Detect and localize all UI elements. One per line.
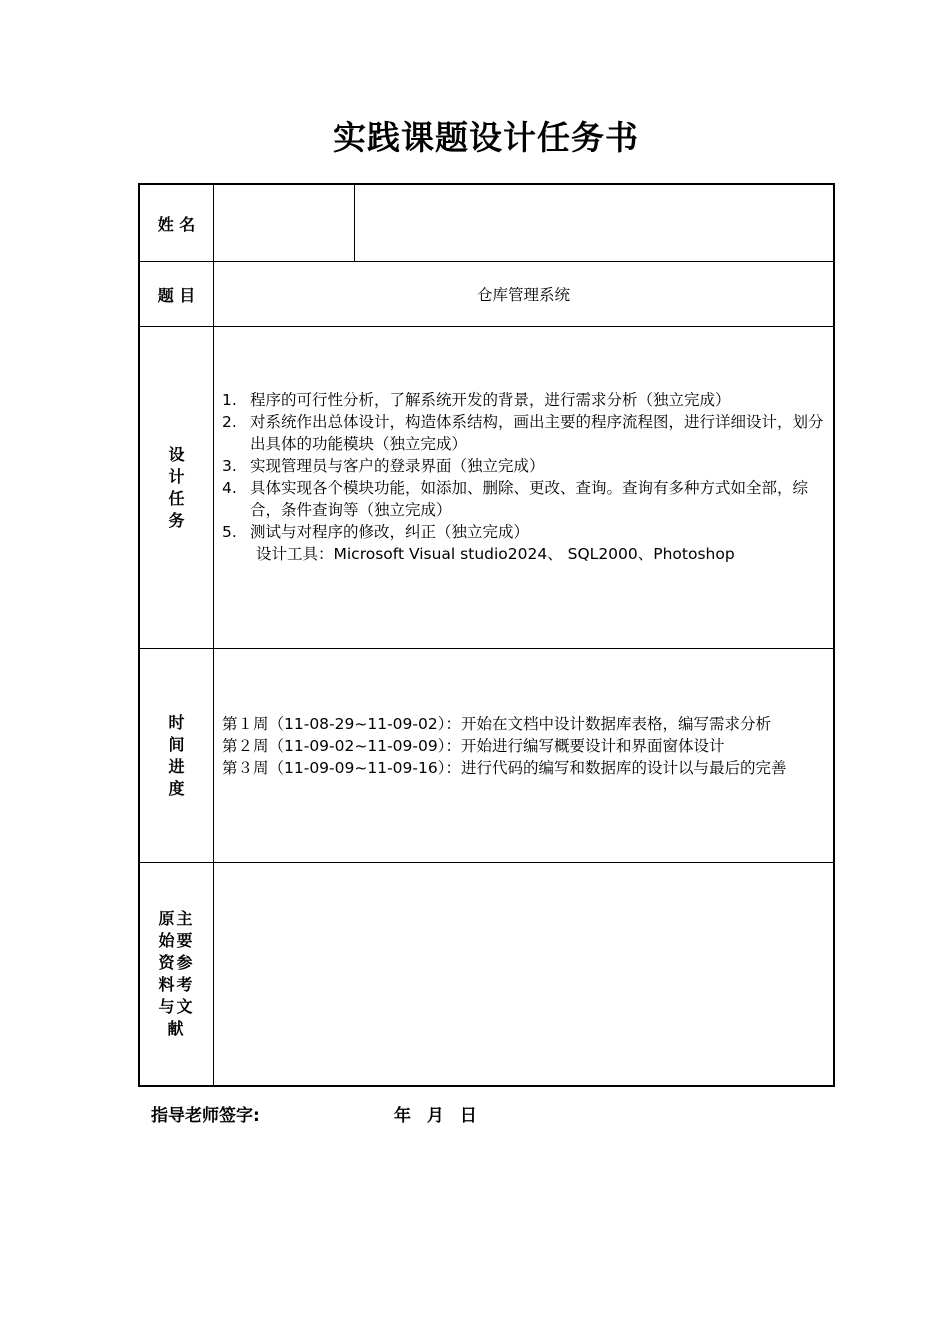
design-tasks-label-cell (140, 327, 214, 648)
schedule-content (214, 649, 833, 862)
task-text: 程序的可行性分析，了解系统开发的背景，进行需求分析（独立完成） (250, 391, 731, 409)
signature-date-label: 年 月 日 (394, 1106, 477, 1126)
references-row (140, 863, 833, 1085)
task-text: 对系统作出总体设计，构造体系结构，画出主要的程序流程图，进行详细设计，划分出具体的功能模块（独立完成） (250, 413, 824, 453)
schedule-item: 第１周（11-08-29~11-09-02）：开始在文档中设计数据库表格，编写需求分析 (222, 715, 771, 733)
schedule-item: 第３周（11-09-09~11-09-16）：进行代码的编写和数据库的设计以与最后的完善 (222, 759, 787, 777)
name-cell-divider (354, 185, 355, 261)
advisor-signature-label: 指导老师签字: (151, 1106, 260, 1126)
task-text: 具体实现各个模块功能，如添加、删除、更改、查询。查询有多种方式如全部，综合，条件查询等（独立完成） (250, 479, 809, 519)
task-form-table (138, 183, 835, 1087)
topic-row (140, 262, 833, 327)
task-number: 2. (222, 413, 237, 431)
topic-value-cell (214, 262, 833, 326)
topic-value: 仓库管理系统 (476, 286, 570, 304)
references-label-cell (140, 863, 214, 1085)
references-label: 原主始要资参料考与文献 (158, 909, 195, 1038)
schedule-list (222, 713, 825, 779)
task-number: 1. (222, 391, 237, 409)
topic-label: 题 目 (140, 262, 214, 326)
design-tasks-row (140, 327, 833, 649)
task-item (222, 455, 825, 477)
references-value-cell[interactable] (214, 863, 833, 1085)
task-item (222, 521, 825, 543)
name-value-cell[interactable] (214, 185, 833, 261)
task-text: 实现管理员与客户的登录界面（独立完成） (250, 457, 545, 475)
task-number: 4. (222, 479, 237, 497)
task-number: 3. (222, 457, 237, 475)
schedule-row (140, 649, 833, 863)
task-list (222, 389, 825, 565)
task-text: 测试与对程序的修改，纠正（独立完成） (250, 523, 530, 541)
task-item (222, 477, 825, 521)
name-row (140, 185, 833, 262)
schedule-label: 时间进度 (168, 712, 185, 798)
document-title: 实践课题设计任务书 (333, 118, 639, 157)
design-tools: 设计工具：Microsoft Visual studio2024、 SQL2000、Photoshop (256, 545, 735, 563)
schedule-label-cell (140, 649, 214, 862)
task-item (222, 389, 825, 411)
task-number: 5. (222, 523, 237, 541)
schedule-item: 第２周（11-09-02~11-09-09）：开始进行编写概要设计和界面窗体设计 (222, 737, 725, 755)
name-label: 姓 名 (140, 185, 214, 261)
task-item (222, 411, 825, 455)
design-tasks-label: 设计任务 (168, 444, 185, 530)
design-tasks-content (214, 327, 833, 648)
